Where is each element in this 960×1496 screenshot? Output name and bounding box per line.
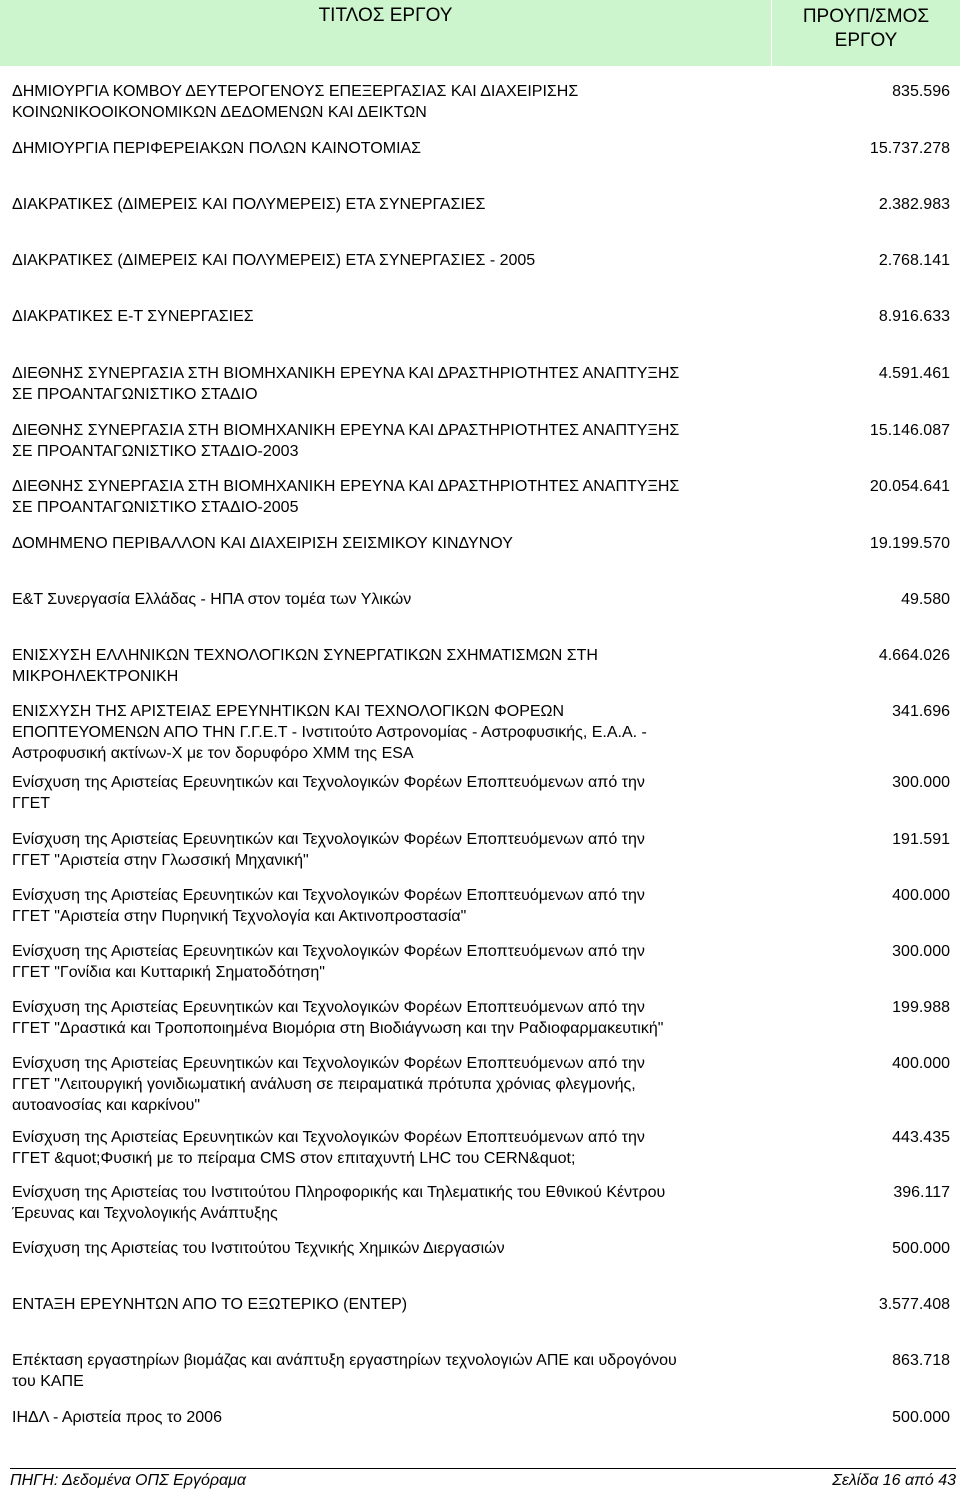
project-title: ΔΙΑΚΡΑΤΙΚΕΣ Ε-Τ ΣΥΝΕΡΓΑΣΙΕΣ <box>12 308 254 325</box>
project-title: ΔΙΕΘΝΗΣ ΣΥΝΕΡΓΑΣΙΑ ΣΤΗ ΒΙΟΜΗΧΑΝΙΚΗ ΕΡΕΥΝΑ ΚΑΙ ΔΡΑΣΤΗΡΙΟΤΗΤΕΣ ΑΝΑΠΤΥΞΗΣ ΣΕ ΠΡΟΑΝΤΑΓΩΝΙΣΤΙΚΟ ΣΤΑΔΙΟ-2005 <box>12 478 680 516</box>
project-budget: 500.000 <box>892 1409 950 1426</box>
project-title: Ενίσχυση της Αριστείας Ερευνητικών και Τεχνολογικών Φορέων Εποπτευόμενων από την ΓΓΕΤ <box>12 774 645 812</box>
project-title: ΕΝΙΣΧΥΣΗ ΕΛΛΗΝΙΚΩΝ ΤΕΧΝΟΛΟΓΙΚΩΝ ΣΥΝΕΡΓΑΤΙΚΩΝ ΣΧΗΜΑΤΙΣΜΩΝ ΣΤΗ ΜΙΚΡΟΗΛΕΚΤΡΟΝΙΚΗ <box>12 647 598 685</box>
project-title: ΔΙΕΘΝΗΣ ΣΥΝΕΡΓΑΣΙΑ ΣΤΗ ΒΙΟΜΗΧΑΝΙΚΗ ΕΡΕΥΝΑ ΚΑΙ ΔΡΑΣΤΗΡΙΟΤΗΤΕΣ ΑΝΑΠΤΥΞΗΣ ΣΕ ΠΡΟΑΝΤΑΓΩΝΙΣΤΙΚΟ ΣΤΑΔΙΟ <box>12 365 680 403</box>
project-budget: 443.435 <box>892 1129 950 1146</box>
project-budget: 19.199.570 <box>869 535 950 552</box>
project-budget: 3.577.408 <box>878 1296 950 1313</box>
project-budget: 400.000 <box>892 887 950 904</box>
project-budget: 300.000 <box>892 774 950 791</box>
project-title: ΙΗΔΛ - Αριστεία προς το 2006 <box>12 1409 222 1426</box>
project-title: ΕΝΤΑΞΗ ΕΡΕΥΝΗΤΩΝ ΑΠΟ ΤΟ ΕΞΩΤΕΡΙΚΟ (ΕΝΤΕΡ) <box>12 1296 408 1313</box>
project-title: ΔΙΑΚΡΑΤΙΚΕΣ (ΔΙΜΕΡΕΙΣ ΚΑΙ ΠΟΛΥΜΕΡΕΙΣ) ΕΤΑ ΣΥΝΕΡΓΑΣΙΕΣ <box>12 196 486 213</box>
project-budget: 15.146.087 <box>869 422 950 439</box>
project-budget: 49.580 <box>901 591 950 608</box>
project-title: ΕΝΙΣΧΥΣΗ ΤΗΣ ΑΡΙΣΤΕΙΑΣ ΕΡΕΥΝΗΤΙΚΩΝ ΚΑΙ ΤΕΧΝΟΛΟΓΙΚΩΝ ΦΟΡΕΩΝ ΕΠΟΠΤΕΥΟΜΕΝΩΝ ΑΠΟ ΤΗΝ Γ.Γ.Ε.Τ - Ινστιτούτο Αστρονομίας - Αστροφυσικής, Ε.Α.Α. - Αστροφυσική ακτίνων-Χ με τον δορυφόρο ΧΜΜ της ESA <box>12 703 647 762</box>
project-title: Ενίσχυση της Αριστείας Ερευνητικών και Τεχνολογικών Φορέων Εποπτευόμενων από την ΓΓΕΤ "Λειτουργική γονιδιωματική ανάλυση σε πειραματικά πρότυπα χρόνιας φλεγμονής, αυτοανοσίας και καρκίνου" <box>12 1055 645 1114</box>
project-budget: 15.737.278 <box>869 140 950 157</box>
project-title: Ε&Τ Συνεργασία Ελλάδας - ΗΠΑ στον τομέα των Υλικών <box>12 591 412 608</box>
project-budget: 199.988 <box>892 999 950 1016</box>
project-title: Ενίσχυση της Αριστείας Ερευνητικών και Τεχνολογικών Φορέων Εποπτευόμενων από την ΓΓΕΤ "Γονίδια και Κυτταρική Σηματοδότηση" <box>12 943 645 981</box>
project-title: ΔΙΑΚΡΑΤΙΚΕΣ (ΔΙΜΕΡΕΙΣ ΚΑΙ ΠΟΛΥΜΕΡΕΙΣ) ΕΤΑ ΣΥΝΕΡΓΑΣΙΕΣ - 2005 <box>12 252 536 269</box>
project-budget: 500.000 <box>892 1240 950 1257</box>
project-budget: 300.000 <box>892 943 950 960</box>
project-budget: 20.054.641 <box>869 478 950 495</box>
project-budget: 4.664.026 <box>878 647 950 664</box>
project-budget: 191.591 <box>892 831 950 848</box>
project-title: ΔΟΜΗΜΕΝΟ ΠΕΡΙΒΑΛΛΟΝ ΚΑΙ ΔΙΑΧΕΙΡΙΣΗ ΣΕΙΣΜΙΚΟΥ ΚΙΝΔΥΝΟΥ <box>12 535 513 552</box>
project-title: Ενίσχυση της Αριστείας Ερευνητικών και Τεχνολογικών Φορέων Εποπτευόμενων από την ΓΓΕΤ "Δραστικά και Τροποποιημένα Βιομόρια στη Βιοδιάγνωση και την Ραδιοφαρμακευτική" <box>12 999 664 1037</box>
project-title: Ενίσχυση της Αριστείας του Ινστιτούτου Πληροφορικής και Τηλεματικής του Εθνικού Κέντρου Έρευνας και Τεχνολογικής Ανάπτυξης <box>12 1184 666 1222</box>
project-budget: 341.696 <box>892 703 950 720</box>
table-header <box>0 0 960 66</box>
project-title: ΔΗΜΙΟΥΡΓΙΑ ΚΟΜΒΟΥ ΔΕΥΤΕΡΟΓΕΝΟΥΣ ΕΠΕΞΕΡΓΑΣΙΑΣ ΚΑΙ ΔΙΑΧΕΙΡΙΣΗΣ ΚΟΙΝΩΝΙΚΟΟΙΚΟΝΟΜΙΚΩΝ ΔΕΔΟΜΕΝΩΝ ΚΑΙ ΔΕΙΚΤΩΝ <box>12 83 579 121</box>
title-column-header: ΤΙΤΛΟΣ ΕΡΓΟΥ <box>0 0 772 66</box>
project-title: Ενίσχυση της Αριστείας Ερευνητικών και Τεχνολογικών Φορέων Εποπτευόμενων από την ΓΓΕΤ "Αριστεία στην Γλωσσική Μηχανική" <box>12 831 645 869</box>
project-budget: 396.117 <box>893 1184 950 1201</box>
project-budget: 2.382.983 <box>878 196 950 213</box>
project-budget: 863.718 <box>892 1352 950 1369</box>
project-title: ΔΗΜΙΟΥΡΓΙΑ ΠΕΡΙΦΕΡΕΙΑΚΩΝ ΠΟΛΩΝ ΚΑΙΝΟΤΟΜΙΑΣ <box>12 140 422 157</box>
footer-page-number: Σελίδα 16 από 43 <box>832 1472 956 1489</box>
footer-divider <box>10 1468 956 1469</box>
project-title: Επέκταση εργαστηρίων βιομάζας και ανάπτυξη εργαστηρίων τεχνολογιών ΑΠΕ και υδρογόνου του ΚΑΠΕ <box>12 1352 677 1390</box>
project-title: Ενίσχυση της Αριστείας του Ινστιτούτου Τεχνικής Χημικών Διεργασιών <box>12 1240 505 1257</box>
project-budget: 400.000 <box>892 1055 950 1072</box>
project-title: Ενίσχυση της Αριστείας Ερευνητικών και Τεχνολογικών Φορέων Εποπτευόμενων από την ΓΓΕΤ "Αριστεία στην Πυρηνική Τεχνολογία και Ακτινοπροστασία" <box>12 887 645 925</box>
footer-source: ΠΗΓΗ: Δεδομένα ΟΠΣ Εργόραμα <box>10 1472 247 1489</box>
project-budget: 2.768.141 <box>878 252 950 269</box>
project-title: ΔΙΕΘΝΗΣ ΣΥΝΕΡΓΑΣΙΑ ΣΤΗ ΒΙΟΜΗΧΑΝΙΚΗ ΕΡΕΥΝΑ ΚΑΙ ΔΡΑΣΤΗΡΙΟΤΗΤΕΣ ΑΝΑΠΤΥΞΗΣ ΣΕ ΠΡΟΑΝΤΑΓΩΝΙΣΤΙΚΟ ΣΤΑΔΙΟ-2003 <box>12 422 680 460</box>
project-budget: 835.596 <box>892 83 950 100</box>
project-budget: 4.591.461 <box>878 365 950 382</box>
budget-column-header: ΠΡΟΥΠ/ΣΜΟΣ ΕΡΓΟΥ <box>772 0 960 66</box>
project-title: Ενίσχυση της Αριστείας Ερευνητικών και Τεχνολογικών Φορέων Εποπτευόμενων από την ΓΓΕΤ &quot;Φυσική με το πείραμα CMS στον επιταχυντή LHC του CERN&quot; <box>12 1129 645 1167</box>
project-budget: 8.916.633 <box>878 308 950 325</box>
